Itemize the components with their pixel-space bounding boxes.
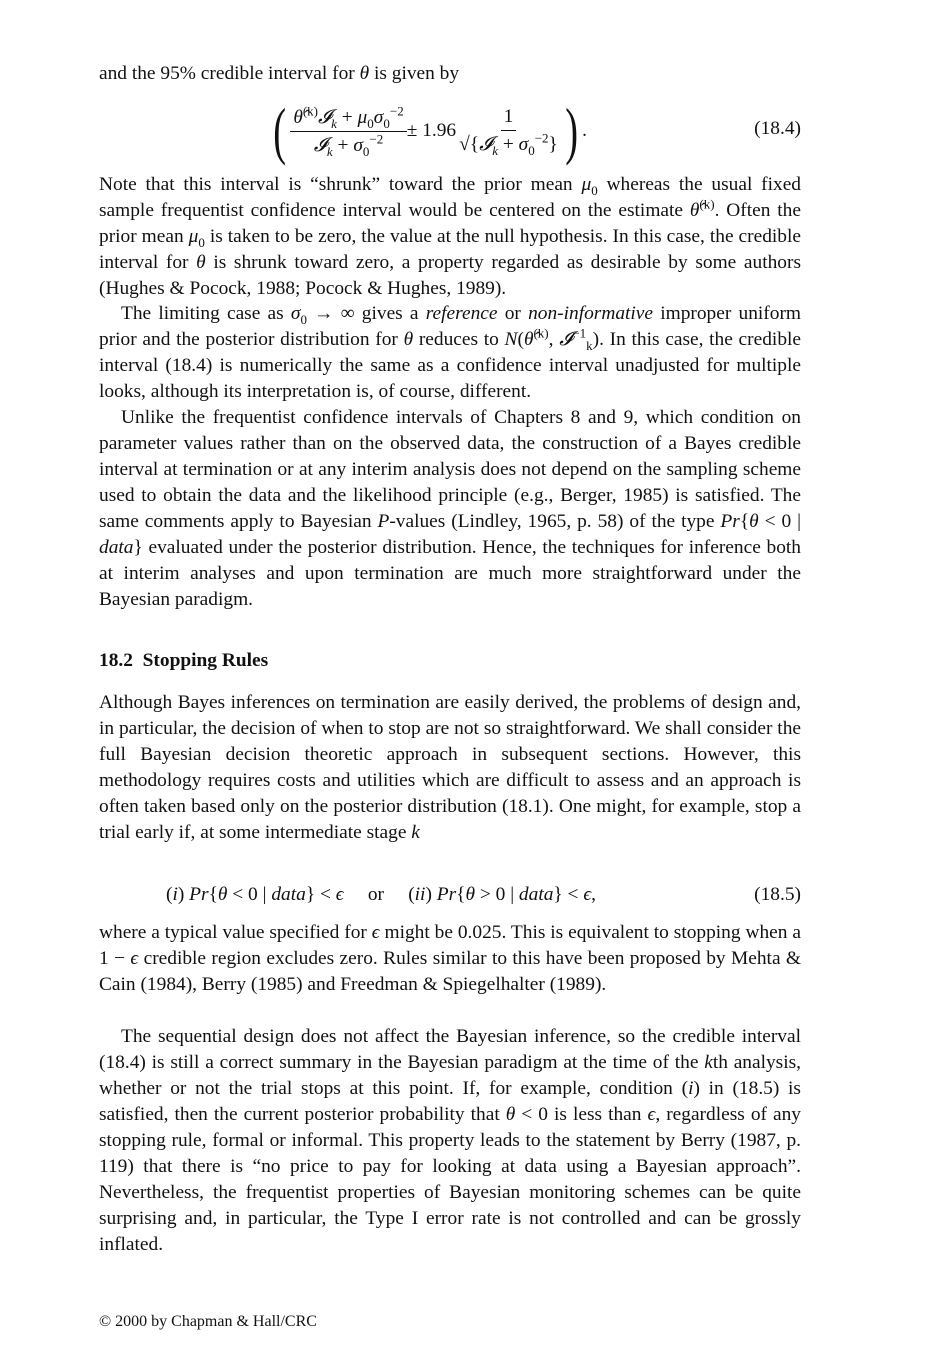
text-run: The limiting case as	[121, 303, 291, 324]
math-symbol: θ	[196, 252, 206, 273]
math-script: (k)	[533, 325, 549, 341]
eq-term: −2	[534, 130, 549, 146]
paragraph-sequential	[99, 1024, 801, 1258]
math-symbol: i	[172, 884, 178, 905]
eq-term: 0	[367, 115, 374, 131]
math-symbol: k	[411, 822, 420, 843]
italic-text: non-informative	[528, 303, 654, 324]
eq-term: σ	[518, 134, 529, 155]
text-run: ) in (18.5) is satisfied, then the current posterior probability that	[99, 1078, 801, 1125]
eq-term: k	[326, 143, 333, 159]
math-symbol: μ	[188, 226, 199, 247]
plus-minus: ± 1.96	[406, 120, 457, 141]
eq-term: −2	[389, 103, 404, 119]
paragraph-intro	[99, 61, 801, 87]
text-run: The sequential design does not affect the Bayesian inference, so the credible interval (18.4) is still a correct summary in the Bayesian paradigm at the time of the	[99, 1026, 801, 1073]
eq-term: .	[582, 120, 588, 141]
math-symbol: ϵ	[335, 884, 344, 905]
eq-term: 1	[501, 106, 517, 131]
text-run: Unlike the frequentist confidence intervals of Chapters 8 and 9, which condition on parameter values rather than on the observed data, the construction of a Bayes credible interval at termination or at any interim analysis does not depend on the sampling scheme used to obtain the data and the likelihood principle (e.g., Berger, 1985) is satisfied. The same comments apply to Bayesian	[99, 407, 801, 532]
eq-term: 0	[362, 143, 370, 159]
text-run: is given by	[369, 63, 460, 84]
math-symbol: k	[704, 1052, 713, 1073]
text-run: } evaluated under the posterior distribution. Hence, the techniques for inference both at interim analyses and upon termination are much more straightforward under the Bayesian paradigm.	[99, 537, 801, 610]
text-run: is shrunk toward zero, a property regarded as desirable by some authors (Hughes & Pocock, 1988; Pocock & Hughes, 1989).	[99, 252, 802, 299]
text-run: → ∞ gives a	[306, 303, 426, 324]
math-symbol: θ̂	[689, 200, 700, 221]
eq-term: k	[492, 142, 498, 158]
math-symbol: ϵ	[583, 884, 592, 905]
eq-term: 0	[383, 115, 390, 131]
sqrt-symbol: √{	[459, 134, 480, 155]
equation-18-5	[99, 882, 801, 908]
math-symbol: ϵ	[130, 948, 139, 969]
text-run: might be 0.025. This is equivalent to stopping when a 1 −	[99, 922, 801, 969]
math-script: 0	[300, 311, 307, 327]
math-symbol: θ	[505, 1104, 516, 1125]
eq-term: 𝓘	[313, 134, 327, 156]
text-run: th analysis, whether or not the trial stops at this point. If, for example, condition (	[99, 1052, 802, 1099]
eq-term: −2	[369, 131, 384, 147]
italic-text: data	[271, 884, 306, 905]
section-heading: 18.2 Stopping Rules	[99, 650, 269, 671]
math-symbol: Pr	[436, 884, 457, 905]
text-run: reduces to	[413, 329, 505, 350]
math-symbol: θ	[749, 511, 759, 532]
math-symbol: θ	[217, 884, 228, 905]
eq-term: k	[331, 115, 337, 131]
text-run: ,	[591, 884, 597, 905]
text-run: and the 95% credible interval for	[99, 63, 360, 84]
italic-text: reference	[425, 303, 498, 324]
text-run: (	[166, 884, 173, 905]
math-symbol: N	[504, 329, 518, 350]
text-run: } <	[553, 884, 584, 905]
math-symbol: θ	[359, 63, 370, 84]
right-paren: )	[565, 95, 578, 166]
text-run: where a typical value specified for	[99, 922, 372, 943]
text-run: {	[456, 884, 466, 905]
eq-term: 𝓘	[479, 134, 493, 155]
italic-text: data	[99, 537, 134, 558]
eq-term: σ	[353, 134, 363, 156]
paragraph-limiting-case	[99, 301, 801, 405]
eq-term: 0	[528, 142, 535, 158]
math-symbol: Pr	[189, 884, 209, 905]
text-run: (	[517, 329, 524, 350]
paragraph-epsilon	[99, 920, 801, 998]
math-symbol: θ	[465, 884, 476, 905]
text-run: ,	[548, 329, 560, 350]
fraction-mean	[290, 103, 406, 159]
text-run: )	[425, 884, 437, 905]
text-run: , regardless of any stopping rule, formal or informal. This property leads to the statement by Berry (1987, p. 119) that there is “no price to pay for looking at data using a Bayesian approach”. Nevertheless, the frequentist properties of Bayesian monitoring schemes can be quite surprising and, in particular, the Type I error rate is not controlled and can be grossly inflated.	[99, 1104, 801, 1255]
text-run: whereas the usual fixed sample frequentist confidence interval would be centered on the estimate	[99, 174, 802, 221]
math-symbol: θ̂	[523, 329, 534, 350]
eq-term: (k)	[302, 103, 319, 119]
text-run: )	[177, 884, 190, 905]
text-run: } <	[305, 884, 336, 905]
math-script: −1	[572, 325, 587, 341]
math-symbol: P	[377, 511, 390, 532]
math-symbol: Pr	[720, 511, 740, 532]
eq-term: σ	[373, 106, 384, 128]
eq-term: +	[336, 106, 358, 128]
text-run: < 0 |	[758, 511, 801, 532]
paragraph-stopping	[99, 690, 801, 846]
eq-term: }	[548, 134, 558, 155]
text-run: -values (Lindley, 1965, p. 58) of the type	[389, 511, 721, 532]
math-symbol: ϵ	[647, 1104, 656, 1125]
equation-18-4	[99, 93, 801, 169]
italic-text: data	[518, 884, 554, 905]
math-symbol: μ	[581, 174, 592, 195]
math-symbol: σ	[290, 303, 301, 324]
eq-term: θ̂	[293, 106, 303, 128]
text-run: ). In this case, the credible interval (18.4) is numerically the same as a confidence interval unadjusted for multiple looks, although its interpretation is, of course, different.	[99, 329, 802, 402]
math-symbol: ii	[414, 884, 426, 905]
math-symbol: θ	[403, 329, 414, 350]
text-run: or	[497, 303, 529, 324]
text-run: {	[208, 884, 218, 905]
text-run: Although Bayes inferences on termination are easily derived, the problems of design and, in particular, the decision of when to stop are not so straightforward. We shall consider the full Bayesian decision theoretic approach in subsequent sections. However, this methodology requires costs and utilities which are difficult to assess and an approach is often taken based only on the posterior distribution (18.1). One might, for example, stop a trial early if, at some intermediate stage	[99, 692, 801, 843]
math-script: (k)	[699, 196, 715, 212]
eq-term: +	[497, 134, 519, 155]
text-run: {	[739, 511, 750, 532]
paragraph-shrunk	[99, 172, 801, 302]
equation-number: (18.5)	[754, 884, 801, 905]
math-symbol: ϵ	[371, 922, 380, 943]
text-run: is taken to be zero, the value at the null hypothesis. In this case, the credible interval for	[99, 226, 801, 273]
text-run: < 0 |	[227, 884, 272, 905]
text-run: . Often the prior mean	[99, 200, 801, 247]
math-script: 0	[591, 182, 598, 198]
copyright-footer: © 2000 by Chapman & Hall/CRC	[99, 1313, 317, 1330]
eq-term: +	[332, 134, 354, 156]
fraction-se	[456, 106, 561, 156]
math-script: k	[586, 337, 593, 353]
paragraph-frequentist	[99, 405, 801, 613]
text-run: Note that this interval is “shrunk” toward the prior mean	[99, 174, 582, 195]
text-run: or (	[343, 884, 415, 905]
math-script: 0	[198, 234, 205, 250]
eq-term: μ	[357, 106, 368, 128]
text-run: improper uniform prior and the posterior distribution for	[99, 303, 801, 350]
equation-number: (18.4)	[754, 118, 801, 139]
math-symbol: 𝓘	[559, 329, 573, 350]
math-symbol: i	[688, 1078, 694, 1099]
eq-term: 𝓘	[318, 106, 332, 128]
text-run: < 0 is less than	[515, 1104, 648, 1125]
text-run: credible region excludes zero. Rules similar to this have been proposed by Mehta & Cain (1984), Berry (1985) and Freedman & Spiegelhalter (1989).	[99, 948, 802, 995]
left-paren: (	[273, 95, 287, 166]
text-run: > 0 |	[475, 884, 519, 905]
